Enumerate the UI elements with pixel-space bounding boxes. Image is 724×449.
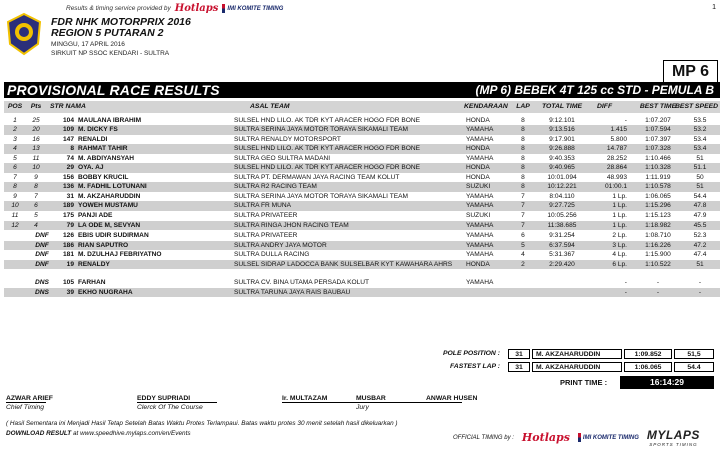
fastest-speed: 54.4 [674, 362, 714, 372]
cell-name: BOBBY KRUCIL [78, 173, 129, 181]
cell-best: 1:10.578 [645, 183, 671, 191]
cell-team: SULSEL HND LILO. AK TDR KYT ARACER HOGO FDR BONE [234, 145, 421, 153]
cell-speed: 53.2 [693, 126, 707, 134]
cell-best: 1:06.065 [645, 192, 671, 200]
cell-name: PANJI ADE [78, 212, 113, 219]
cell-time: 9:13.516 [549, 126, 575, 134]
cell-pos: 11 [11, 212, 19, 219]
official-name: ANWAR HUSEN [426, 395, 478, 402]
cell-bike: HONDA [466, 164, 490, 172]
banner-title: PROVISIONAL RACE RESULTS [7, 82, 220, 98]
col-pts: Pts [30, 103, 42, 110]
col-team: ASAL TEAM [250, 103, 290, 110]
cell-no: 181 [62, 251, 74, 259]
cell-best: 1:16.226 [645, 241, 671, 249]
result-row [4, 163, 720, 173]
service-text: Results & timing service provided by [66, 5, 171, 12]
banner-class: (MP 6) BEBEK 4T 125 cc STD - PEMULA B [475, 83, 714, 97]
dns-row [4, 278, 720, 288]
cell-name: RENALDY [78, 260, 110, 268]
cell-best: 1:18.982 [645, 221, 671, 229]
cell-bike: YAMAHA [466, 251, 494, 259]
dnf-row [4, 260, 720, 270]
cell-bike: YAMAHA [466, 126, 494, 134]
class-code-box: MP 6 [663, 60, 718, 84]
cell-diff: 6 Lp. [612, 260, 627, 268]
cell-team: SULTRA SERINA JAYA MOTOR TORAYA SIKAMALI TEAM [234, 192, 409, 200]
cell-time: 9:26.888 [549, 145, 575, 153]
cell-name: OYA. AJ [78, 164, 104, 172]
cell-no: 189 [62, 202, 74, 210]
cell-bike: HONDA [466, 116, 490, 124]
official-name: MUSBAR [356, 395, 386, 402]
event-date: MINGGU, 17 APRIL 2016 [51, 41, 125, 48]
cell-bike: YAMAHA [466, 241, 494, 249]
hotlaps-footer-logo: Hotlaps [521, 431, 570, 444]
cell-team: SULSEL HND LILO. AK TDR KYT ARACER HOGO FDR BONE [234, 116, 421, 124]
cell-time: 9:31.254 [549, 232, 575, 239]
cell-speed: 53.4 [693, 145, 707, 153]
print-time-label: PRINT TIME : [560, 378, 608, 387]
dnf-row [4, 250, 720, 260]
cell-pts: 9 [34, 173, 38, 181]
cell-pos: 3 [13, 135, 17, 143]
cell-no: 175 [62, 212, 74, 219]
cell-best: 1:10.328 [645, 164, 671, 172]
hotlaps-logo: Hotlaps [174, 3, 219, 14]
cell-time: 10:05.256 [547, 212, 577, 219]
result-row [4, 201, 720, 211]
cell-diff: 1.415 [610, 126, 627, 134]
cell-pos: DNF [35, 241, 49, 249]
cell-team: SULSEL SIDRAP LADOCCA BANK SULSELBAR KYT KAWAHARA AHRS [234, 260, 453, 268]
cell-diff: 1 Lp. [612, 221, 627, 229]
cell-pts: 25 [32, 116, 40, 124]
event-title-block [51, 17, 191, 39]
cell-best: 1:10.522 [645, 260, 671, 268]
protest-note: ( Hasil Sementara ini Menjadi Hasil Tetap Setelah Batas Waktu Protes Terlampaui. Batas waktu protes 30 menit setelah hasil dikeluarkan ) [6, 420, 398, 427]
cell-speed: 47.4 [693, 251, 707, 259]
cell-no: 19 [66, 260, 74, 268]
cell-no: 105 [62, 279, 74, 286]
cell-no: 109 [62, 126, 74, 134]
cell-pos: 2 [13, 126, 17, 134]
cell-bike: YAMAHA [466, 202, 494, 210]
cell-name: M. AKZAHARUDDIN [78, 192, 141, 200]
column-header [4, 101, 720, 113]
cell-pos: DNF [35, 260, 49, 268]
cell-name: LA ODE M, SEVYAN [78, 221, 141, 229]
cell-no: 31 [66, 192, 74, 200]
result-row [4, 221, 720, 231]
cell-pts: 5 [34, 212, 38, 219]
official-name: EDDY SUPRIADI [137, 395, 191, 402]
result-row [4, 154, 720, 164]
cell-bike: SUZUKI [466, 183, 491, 191]
cell-pos: 4 [13, 145, 17, 153]
cell-speed: 50 [696, 173, 704, 181]
cell-time: 9:40.965 [549, 164, 575, 172]
cell-time: 10:12.221 [547, 183, 577, 191]
cell-lap: 8 [521, 173, 525, 181]
cell-name: M. DICKY FS [78, 126, 118, 134]
cell-pos: 8 [13, 183, 17, 191]
cell-time: 6:37.594 [549, 241, 575, 249]
cell-team: SULTRA GEO SULTRA MADANI [234, 154, 331, 162]
cell-pos: 9 [13, 192, 17, 200]
official-jury-3 [426, 395, 477, 402]
cell-team: SULTRA SERINA JAYA MOTOR TORAYA SIKAMALI TEAM [234, 126, 409, 134]
imi-logo-icon [222, 4, 225, 13]
cell-bike: HONDA [466, 260, 490, 268]
cell-best: 1:07.207 [645, 116, 671, 124]
cell-lap: 2 [521, 260, 525, 268]
cell-speed: 51.1 [693, 164, 707, 172]
cell-speed: 51 [696, 183, 704, 191]
cell-diff: 3 Lp. [612, 241, 627, 249]
official-timing-footer [453, 428, 700, 447]
cell-best: 1:11.919 [645, 173, 671, 181]
pole-label: POLE POSITION : [442, 350, 500, 357]
cell-pos: 7 [13, 173, 17, 181]
event-title: FDR NHK MOTORPRIX 2016 [51, 16, 191, 28]
official-name: Ir. MULTAZAM [282, 395, 328, 402]
official-jury-2 [356, 395, 386, 411]
cell-pts: 8 [34, 183, 38, 191]
result-row [4, 182, 720, 192]
cell-no: 29 [66, 164, 74, 172]
dnf-row [4, 241, 720, 251]
cell-team: SULTRA TARUNA JAYA RAIS BAUBAU [234, 288, 351, 296]
result-row [4, 125, 720, 135]
cell-lap: 5 [521, 241, 525, 249]
cell-name: FARHAN [78, 279, 106, 286]
cell-best: 1:07.594 [645, 126, 671, 134]
cell-speed: 52.3 [693, 232, 707, 239]
cell-name: M. ABDIYANSYAH [78, 154, 135, 162]
cell-best: - [656, 288, 660, 296]
cell-team: SULTRA CV. BINA UTAMA PERSADA KOLUT [234, 279, 370, 286]
cell-best: 1:10.466 [645, 154, 671, 162]
cell-lap: 7 [521, 202, 525, 210]
cell-speed: 47.2 [693, 241, 707, 249]
cell-no: 104 [62, 116, 74, 124]
cell-team: SULTRA PT. DERMAWAN JAYA RACING TEAM KOLUT [234, 173, 400, 181]
result-row [4, 173, 720, 183]
official-role: Chief Timing [6, 404, 45, 411]
download-note [6, 430, 191, 437]
imi-emblem-icon [4, 12, 44, 56]
cell-time: 11:38.685 [547, 221, 577, 229]
official-timing-label: OFFICIAL TIMING by : [453, 434, 514, 441]
imi-logo-icon [578, 433, 581, 442]
cell-pts: 11 [32, 154, 40, 162]
col-pos: POS [7, 103, 23, 110]
cell-lap: 8 [521, 154, 525, 162]
cell-speed: 53.4 [693, 135, 707, 143]
cell-bike: YAMAHA [466, 192, 494, 200]
official-name: AZWAR ARIEF [6, 395, 53, 402]
col-total-time: TOTAL TIME [541, 103, 583, 110]
cell-pos: DNF [35, 251, 49, 259]
cell-speed: 45.5 [693, 221, 707, 229]
event-subtitle: REGION 5 PUTARAN 2 [51, 27, 164, 39]
cell-best: 1:08.710 [645, 232, 671, 239]
signature-line [282, 402, 462, 403]
cell-diff: 28.252 [606, 154, 627, 162]
event-meta [51, 40, 169, 58]
cell-bike: YAMAHA [466, 154, 494, 162]
fastest-label: FASTEST LAP : [450, 363, 500, 370]
cell-lap: 8 [521, 135, 525, 143]
cell-diff: 1 Lp. [612, 202, 627, 210]
cell-lap: 8 [521, 145, 525, 153]
cell-lap: 4 [521, 251, 525, 259]
cell-no: 8 [70, 145, 74, 153]
signature-line [6, 402, 46, 403]
cell-bike: YAMAHA [466, 279, 494, 286]
cell-bike: YAMAHA [466, 232, 494, 239]
results-banner [4, 82, 720, 98]
cell-time: 9:40.353 [549, 154, 575, 162]
cell-diff: 14.787 [606, 145, 627, 153]
imi-logo: IMI KOMITE TIMING [222, 4, 283, 13]
cell-diff: 4 Lp. [612, 251, 627, 259]
fastest-number: 31 [508, 362, 530, 372]
cell-bike: HONDA [466, 145, 490, 153]
cell-name: MAULANA IBRAHIM [78, 116, 142, 124]
official-jury-1 [282, 395, 327, 402]
cell-time: 5:31.367 [549, 251, 575, 259]
result-row [4, 211, 720, 221]
cell-lap: 7 [521, 192, 525, 200]
cell-lap: 7 [521, 221, 525, 229]
cell-lap: 8 [521, 183, 525, 191]
cell-time: 10:01.094 [547, 173, 577, 181]
cell-name: RIAN SAPUTRO [78, 241, 129, 249]
signature-line [137, 402, 217, 403]
cell-lap: 6 [521, 232, 525, 239]
cell-no: 147 [62, 135, 74, 143]
fastest-name: M. AKZAHARUDDIN [532, 362, 622, 372]
cell-pos: DNS [35, 279, 49, 286]
cell-team: SULTRA ANDRY JAYA MOTOR [234, 241, 327, 249]
cell-bike: YAMAHA [466, 221, 494, 229]
cell-lap: 8 [521, 116, 525, 124]
cell-pos: 12 [11, 221, 19, 229]
cell-pts: 13 [32, 145, 40, 153]
cell-no: 39 [66, 288, 74, 296]
cell-time: 8:04.110 [549, 192, 575, 200]
cell-best: 1:15.296 [645, 202, 671, 210]
result-row [4, 116, 720, 126]
cell-diff: 48.993 [606, 173, 627, 181]
cell-bike: YAMAHA [466, 135, 494, 143]
cell-speed: 51 [696, 260, 704, 268]
cell-lap: 8 [521, 126, 525, 134]
result-row [4, 192, 720, 202]
cell-diff: - [624, 279, 627, 286]
cell-bike: HONDA [466, 173, 490, 181]
cell-pos: 1 [13, 116, 17, 124]
cell-best: - [656, 279, 660, 286]
cell-name: EKHO NUGRAHA [78, 288, 133, 296]
official-role: Clerck Of The Course [137, 404, 203, 411]
cell-pts: 20 [32, 126, 40, 134]
cell-speed: 51 [696, 154, 704, 162]
cell-name: M. DZULHAJ FEBRIYATNO [78, 251, 162, 259]
cell-team: SULTRA R2 RACING TEAM [234, 183, 317, 191]
result-row [4, 135, 720, 145]
cell-pos: 6 [13, 164, 17, 172]
print-time: 16:14:29 [620, 376, 714, 389]
cell-team: SULTRA DULLA RACING [234, 251, 310, 259]
cell-no: 74 [66, 154, 74, 162]
cell-speed: 53.5 [693, 116, 707, 124]
col-diff: DIFF [597, 103, 613, 110]
cell-diff: 01:00.1 [605, 183, 627, 191]
cell-pts: 7 [34, 192, 38, 200]
cell-time: 9:12.101 [549, 116, 575, 124]
download-text: at www.speedhive.mylaps.com/en/Events [72, 430, 191, 437]
result-row [4, 144, 720, 154]
pole-number: 31 [508, 349, 530, 359]
cell-time: 9:17.901 [549, 135, 575, 143]
col-best-time: BEST TIME [639, 103, 677, 110]
cell-team: SULTRA RENALDY MOTORSPORT [234, 135, 341, 143]
download-label: DOWNLOAD RESULT [6, 430, 72, 437]
cell-no: 126 [62, 232, 74, 239]
cell-time: 2:29.420 [549, 260, 575, 268]
cell-name: M. FADHIL LOTUNANI [78, 183, 147, 191]
event-circuit: SIRKUIT NP SSOC KENDARI - SULTRA [51, 50, 170, 57]
cell-no: 79 [66, 221, 74, 229]
col-kendaraan: KENDARAAN [464, 103, 508, 110]
dnf-row [4, 231, 720, 241]
cell-name: EBIS UDIR SUDIRMAN [78, 232, 149, 239]
cell-team: SULTRA PRIVATEER [234, 232, 298, 239]
cell-pos: 5 [13, 154, 17, 162]
cell-speed: - [698, 288, 702, 296]
cell-best: 1:15.123 [645, 212, 671, 219]
fastest-time: 1:06.065 [624, 362, 672, 372]
cell-diff: - [624, 288, 627, 296]
cell-diff: 1 Lp. [612, 192, 627, 200]
col-lap: LAP [516, 103, 530, 110]
cell-bike: SUZUKI [466, 212, 491, 219]
cell-no: 156 [62, 173, 74, 181]
cell-best: 1:15.900 [645, 251, 671, 259]
cell-diff: 28.864 [606, 164, 627, 172]
cell-diff: 2 Lp. [612, 232, 627, 239]
cell-team: SULTRA RINGA JHON RACING TEAM [234, 221, 349, 229]
service-line [66, 3, 283, 14]
cell-speed: 47.8 [693, 202, 707, 210]
cell-lap: 7 [521, 212, 525, 219]
cell-name: YOWEH MUSTAMU [78, 202, 138, 210]
cell-pts: 16 [32, 135, 40, 143]
cell-name: RAHMAT TAHIR [78, 145, 128, 153]
page-number: 1 [712, 4, 716, 11]
col-best-speed: BEST SPEED [675, 103, 719, 110]
cell-diff: - [624, 116, 627, 124]
official-clerk [137, 395, 203, 411]
official-chief-timing [6, 395, 53, 411]
cell-diff: 5.800 [610, 135, 627, 143]
cell-pos: DNF [35, 232, 49, 239]
cell-speed: 47.9 [693, 212, 707, 219]
cell-best: 1:07.328 [645, 145, 671, 153]
pole-name: M. AKZAHARUDDIN [532, 349, 622, 359]
cell-pos: 10 [11, 202, 19, 210]
cell-no: 136 [62, 183, 74, 191]
pole-time: 1:09.852 [624, 349, 672, 359]
cell-time: 9:27.725 [549, 202, 575, 210]
mylaps-logo: MYLAPS SPORTS TIMING [646, 428, 700, 447]
cell-pts: 10 [32, 164, 40, 172]
cell-team: SULTRA FR MUNA [234, 202, 292, 210]
cell-pts: 6 [34, 202, 38, 210]
dns-row [4, 288, 720, 298]
cell-no: 186 [62, 241, 74, 249]
col-str-name: STR NAMA [50, 103, 86, 110]
imi-footer-logo: IMI KOMITE TIMING [578, 433, 639, 442]
cell-pts: 4 [34, 221, 38, 229]
cell-diff: 1 Lp. [612, 212, 627, 219]
cell-speed: 54.4 [693, 192, 707, 200]
cell-name: RENALDI [78, 135, 108, 143]
cell-team: SULSEL HND LILO. AK TDR KYT ARACER HOGO FDR BONE [234, 164, 421, 172]
cell-lap: 8 [521, 164, 525, 172]
pole-speed: 51,5 [674, 349, 714, 359]
cell-speed: - [698, 279, 702, 286]
cell-best: 1:07.397 [645, 135, 671, 143]
official-role: Jury [356, 404, 369, 411]
cell-team: SULTRA PRIVATEER [234, 212, 298, 219]
cell-pos: DNS [35, 288, 49, 296]
